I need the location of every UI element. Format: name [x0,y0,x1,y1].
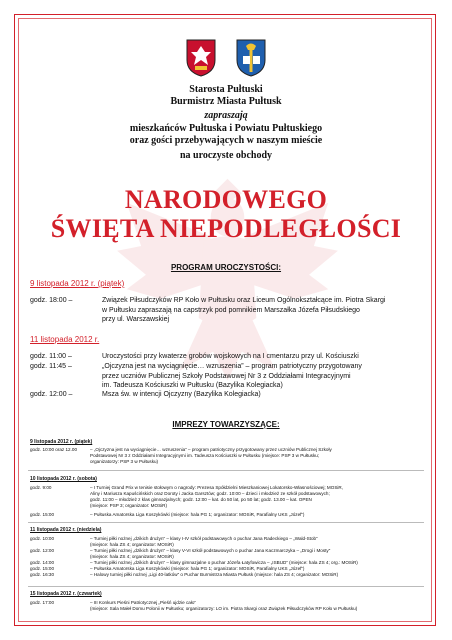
events-day2-date: 10 listopada 2012 r. (sobota) [30,476,97,482]
event-item: godz. 15:00 – Pułtuska Amatorska Liga Koszykówki (miejsce: hala PG 1; organizator: MOSiR, Parafialny UKS „Józef”) [30,512,305,517]
events-day3-date: 11 listopada 2012 r. (niedziela) [30,527,102,533]
headline-line-2: ŚWIĘTA NIEPODLEGŁOŚCI [50,214,402,243]
events-day3-list: godz. 10:00 – Turniej piłki nożnej „dzikich drużyn” – klasy I-IV szkół podstawowych o puchar Jana Radeckiego – „Wald-Stob” (miejsce: hala ZS 4; organizator: MOSiR) godz. 12:00 – Turniej piłki nożnej „dzikich drużyn” – klasy V-VI szkół podstawowych o puchar Jana Kaczmarczyka – „Drogi i Mosty” (miejsce: hala ZS 4; organizator: MOSiR) godz. 14:00 – Turniej piłki nożnej „dzikich drużyn” – klasy gimnazjalne o puchar Józefa Łatyfowicza – „ISBUD” (miejsce: hala ZS 4; org.: MOSiR) godz. 15:00 – Pułtuska Amatorska Liga Koszykówki (miejsce: hala PG 1; organizator: MOSiR, Parafialny UKS „Józef”) godz. 16:30 – Halowy turniej piłki nożnej „Ligi 40-latków” o Puchar Burmistrza Miasta Pułtusk (miejsce: hala ZS 4; organizator: MOSiR) [30,536,422,578]
coats-of-arms [0,38,452,78]
pultusk-county-crest-icon [235,38,267,78]
event-item: godz. 14:00 – Turniej piłki nożnej „dzikich drużyn” – klasy gimnazjalne o puchar Józefa Łatyfowicza – „ISBUD” (miejsce: hala ZS 4; org.: MOSiR) [30,560,358,565]
headline-line-1: NARODOWEGO [124,185,328,214]
event-item: godz. 17:00 – III Konkurs Pieśni Patriotycznej „Pieśń ujdzie cało” [30,600,196,605]
events-title: IMPREZY TOWARZYSZĄCE: [172,420,280,429]
events-day4-list: godz. 17:00 – III Konkurs Pieśni Patriotycznej „Pieśń ujdzie cało” (miejsce: Sala Małeł Domu Polonii w Pułtusku; organizatorzy: LO im. Piotra Skargi oraz Związek Piłsudczyków RP Koło w Pułtusku) [30,600,422,612]
program-item: godz. 12:00 – Msza św. w intencji Ojczyzny (Bazylika Kolegiacka) [30,391,261,398]
events-day2-list: godz. 9:00 – I Turniej Grand Prix w tenisie stołowym o nagrody: Prezesa Spółdzielni Mieszkaniowej Lokatorsko-Własnościowej; MOSiR, Aliny i Mariusza Kapuścińskich oraz Doroty i Jacka Garsztów; godz. 10:00 – dzieci i młodzież ze szkół podstawowych; godz. 11:00 – młodzież z klas gimnazjalnych; godz. 12:00 – kat. do 50 lat, po 50 lat; godz. 13.00 – kat. OPEN (miejsce: PSP 3; organizator: MOSiR) godz. 15:00 – Pułtuska Amatorska Liga Koszykówki (miejsce: hala PG 1; organizator: MOSiR, Parafialny UKS „Józef”) [30,485,422,518]
header-celebrations: na uroczyste obchody [179,150,273,161]
header-burmistrz: Burmistrz Miasta Pułtusk [170,96,282,107]
program-item: godz. 11:45 – „Ojczyzna jest na wyciągnięcie… wzruszenia” – program patriotyczny przygotowany [30,363,362,370]
header-starosta: Starosta Pułtuski [189,84,263,95]
event-item: godz. 9:00 – I Turniej Grand Prix w tenisie stołowym o nagrody: Prezesa Spółdzielni Mieszkaniowej Lokatorsko-Własnościowej; MOSiR, [30,485,344,490]
header-invite: zapraszają [204,110,248,121]
divider [28,470,424,471]
program-day2-date: 11 listopada 2012 r. [30,335,100,344]
event-item: godz. 10:00 – Turniej piłki nożnej „dzikich drużyn” – klasy I-IV szkół podstawowych o puchar Jana Radeckiego – „Wald-Stob” [30,536,318,541]
events-day4-date: 15 listopada 2012 r. (czwartek) [30,591,102,597]
program-day1-list: godz. 18:00 – Związek Piłsudczyków RP Koło w Pułtusku oraz Liceum Ogólnokształcące im. Piotra Skargi w Pułtusku zapraszają na capstrzyk pod pomnikiem Marszałka Józefa Piłsudskiego przy ul. Warszawskiej [30,296,422,324]
program-item: godz. 11:00 – Uroczystości przy kwaterze grobów wojskowych na I cmentarzu przy ul. Kościuszki [30,353,359,360]
divider [28,522,424,523]
event-item: godz. 15:00 – Pułtuska Amatorska Liga Koszykówki (miejsce: hala PG 1; organizator: MOSiR, Parafialny UKS „Józef”) [30,566,305,571]
event-item: godz. 12:00 – Turniej piłki nożnej „dzikich drużyn” – klasy V-VI szkół podstawowych o puchar Jana Kaczmarczyka – „Drogi i Mosty” [30,548,331,553]
events-day1-date: 9 listopada 2012 r. (piątek) [30,439,93,445]
header-guests: oraz gości przebywających w naszym mieście [129,135,323,146]
event-item: godz. 16:30 – Halowy turniej piłki nożnej „Ligi 40-latków” o Puchar Burmistrza Miasta Pułtusk (miejsce: hala ZS 4; organizator: MOSiR) [30,572,339,577]
program-title: PROGRAM UROCZYSTOŚCI: [170,263,282,272]
program-item: godz. 18:00 – Związek Piłsudczyków RP Koło w Pułtusku oraz Liceum Ogólnokształcące im. Piotra Skargi [30,297,386,304]
program-day2-list: godz. 11:00 – Uroczystości przy kwaterze grobów wojskowych na I cmentarzu przy ul. Kościuszki godz. 11:45 – „Ojczyzna jest na wyciągnięcie… wzruszenia” – program patriotyczny przygotowany przez uczniów Publicznej Szkoły Podstawowej Nr 3 z Oddziałami Integracyjnymi im. Tadeusza Kościuszki w Pułtusku (Bazylika Kolegiacka) godz. 12:00 – Msza św. w intencji Ojczyzny (Bazylika Kolegiacka) [30,352,422,400]
events-day1-list: godz. 10:00 oraz 12.00 – „Ojczyzna jest na wyciągnięcie… wzruszenia” – program patriotyczny przygotowany przez uczniów Publicznej Szkoły Podstawowej Nr 3 z Oddziałami Integracyjnymi im. Tadeusza Kościuszki w Pułtusku (miejsce: PSP 3 w Pułtusku; organizatorzy: PSP 3 w Pułtusku) [30,447,422,465]
divider [28,586,424,587]
pultusk-city-crest-icon [185,38,217,78]
program-day1-date: 9 listopada 2012 r. (piątek) [30,279,125,288]
header-residents: mieszkańców Pułtuska i Powiatu Pułtuskiego [129,123,323,134]
event-item: godz. 10:00 oraz 12.00 – „Ojczyzna jest na wyciągnięcie… wzruszenia” – program patriotyczny przygotowany przez uczniów Publicznej Szkoły [30,447,332,452]
